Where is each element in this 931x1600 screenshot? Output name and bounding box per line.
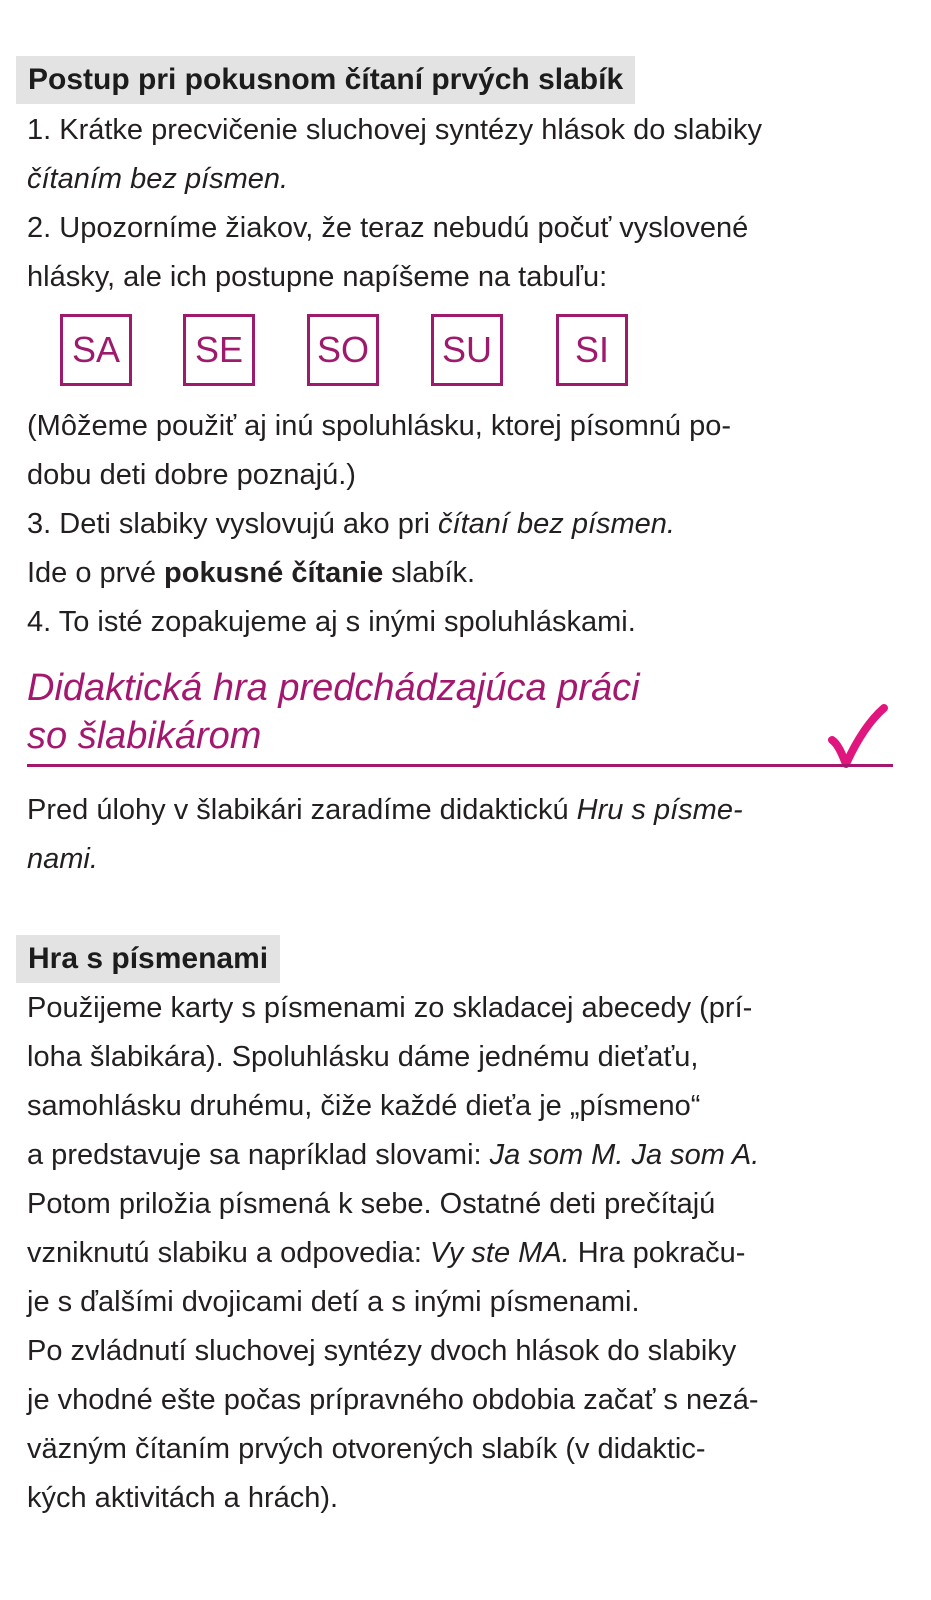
heading-line-1: Didaktická hra predchádzajúca práci [27, 667, 640, 709]
step-3: 3. Deti slabiky vyslovujú ako pri čítaní bez písmen. [27, 508, 675, 540]
syllable-box: SU [431, 314, 503, 386]
step-2-cont: hlásky, ale ich postupne napíšeme na tabuľu: [27, 261, 608, 293]
game-paragraph: Použijeme karty s písmenami zo skladacej abecedy (prí- loha šlabikára). Spoluhlásku dáme jednému dieťaťu, samohlásku druhému, čiže každé dieťa je „písmeno“ a predstavuje sa napríklad slovami: Ja som M. Ja som A. Potom priložia písmená k sebe. Ostatné deti prečítajú vzniknutú slabiku a odpovedia: Vy ste MA. Hra pokraču- je s ďalšími dvojicami detí a s inými písmenami. Po zvládnutí sluchovej syntézy dvoch hlások do slabiky je vhodné ešte počas prípravného obdobia začať s nezá- väzným čítaním prvých otvorených slabík (v didaktic- kých aktivitách a hrách). [27, 992, 760, 1514]
note-line-2: dobu deti dobre poznajú.) [27, 459, 356, 491]
procedure-steps-1-2 [27, 106, 901, 302]
syllable-box: SO [307, 314, 379, 386]
section-label-game: Hra s písmenami [16, 935, 280, 983]
syllable-box: SA [60, 314, 132, 386]
step-4: 4. To isté zopakujeme aj s inými spoluhláskami. [27, 606, 636, 638]
section-heading [27, 664, 640, 760]
section-label-procedure: Postup pri pokusnom čítaní prvých slabík [16, 56, 635, 104]
syllable-boxes [60, 314, 660, 388]
step-2: 2. Upozorníme žiakov, že teraz nebudú počuť vyslovené [27, 212, 749, 244]
intro-paragraph: Pred úlohy v šlabikári zaradíme didaktickú Hru s písme- nami. [27, 794, 743, 875]
step-1-italic: čítaním bez písmen. [27, 163, 289, 195]
procedure-steps-3-4 [27, 402, 901, 647]
syllable-box: SI [556, 314, 628, 386]
check-mark-icon [826, 702, 890, 772]
step-1: 1. Krátke precvičenie sluchovej syntézy hlások do slabiky [27, 114, 763, 146]
step-3-cont: Ide o prvé pokusné čítanie slabík. [27, 557, 476, 589]
heading-line-2: so šlabikárom [27, 715, 262, 757]
syllable-box: SE [183, 314, 255, 386]
note-line-1: (Môžeme použiť aj inú spoluhlásku, ktorej písomnú po- [27, 410, 732, 442]
heading-underline [27, 764, 893, 767]
